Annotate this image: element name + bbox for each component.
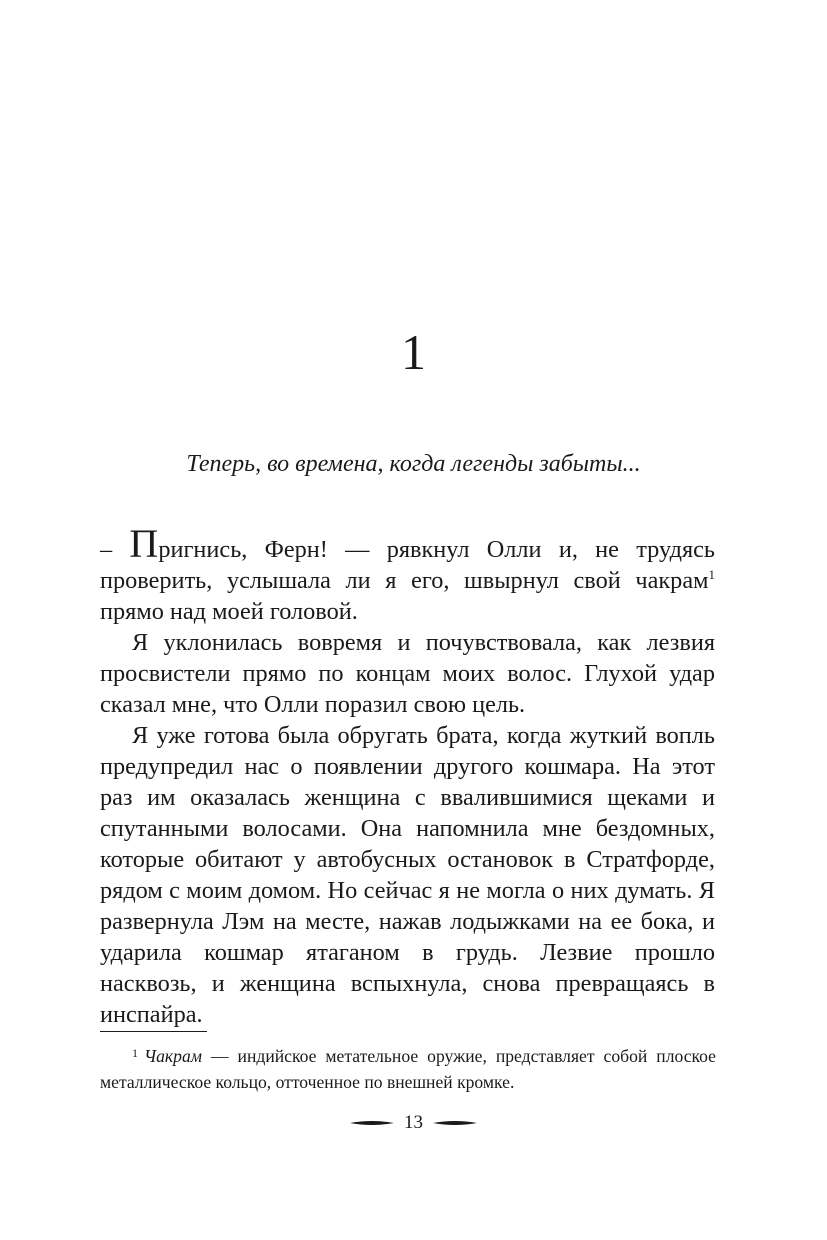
footnote-term: Чакрам xyxy=(144,1046,202,1066)
footnote-mark: 1 xyxy=(132,1046,138,1060)
footnote xyxy=(100,1040,716,1095)
paragraph-1 xyxy=(100,521,715,627)
paragraph-1-text-b: прямо над моей головой. xyxy=(100,598,358,625)
paragraph-2: Я уклонилась вовремя и почувствовала, как лезвия просвистели прямо по концам моих волос. Глухой удар сказал мне, что Олли поразил свою цель. xyxy=(100,629,715,718)
dialogue-dash: – xyxy=(100,536,130,563)
page-footer xyxy=(0,1110,827,1136)
footnote-text: — индийское метательное оружие, представляет собой плоское металлическое кольцо, отточенное по внешней кромке. xyxy=(100,1046,716,1092)
body-text xyxy=(100,521,715,1030)
left-dash-ornament-icon xyxy=(350,1118,394,1128)
footnote-reference: 1 xyxy=(708,567,715,582)
page-number: 13 xyxy=(404,1112,423,1133)
right-dash-ornament-icon xyxy=(433,1118,477,1128)
chapter-epigraph: Теперь, во времена, когда легенды забыты... xyxy=(186,451,641,477)
paragraph-1-text-a: ригнись, Ферн! — рявкнул Олли и, не трудясь проверить, услышала ли я его, швырнул свой чакрам xyxy=(100,536,715,594)
paragraph-3: Я уже готова была обругать брата, когда жуткий вопль предупредил нас о появлении другого кошмара. На этот раз им оказалась женщина с ввалившимися щеками и спутанными волосами. Она напомнила мне бездомных, которые обитают у автобусных остановок в Стратфорде, рядом с моим домом. Но сейчас я не могла о них думать. Я развернула Лэм на месте, нажав лодыжками на ее бока, и ударила кошмар ятаганом в грудь. Лезвие прошло насквозь, и женщина вспыхнула, снова превращаясь в инспайра. xyxy=(100,722,715,1028)
drop-cap: П xyxy=(129,521,159,566)
chapter-number: 1 xyxy=(401,324,426,380)
footnote-divider xyxy=(100,1031,207,1032)
